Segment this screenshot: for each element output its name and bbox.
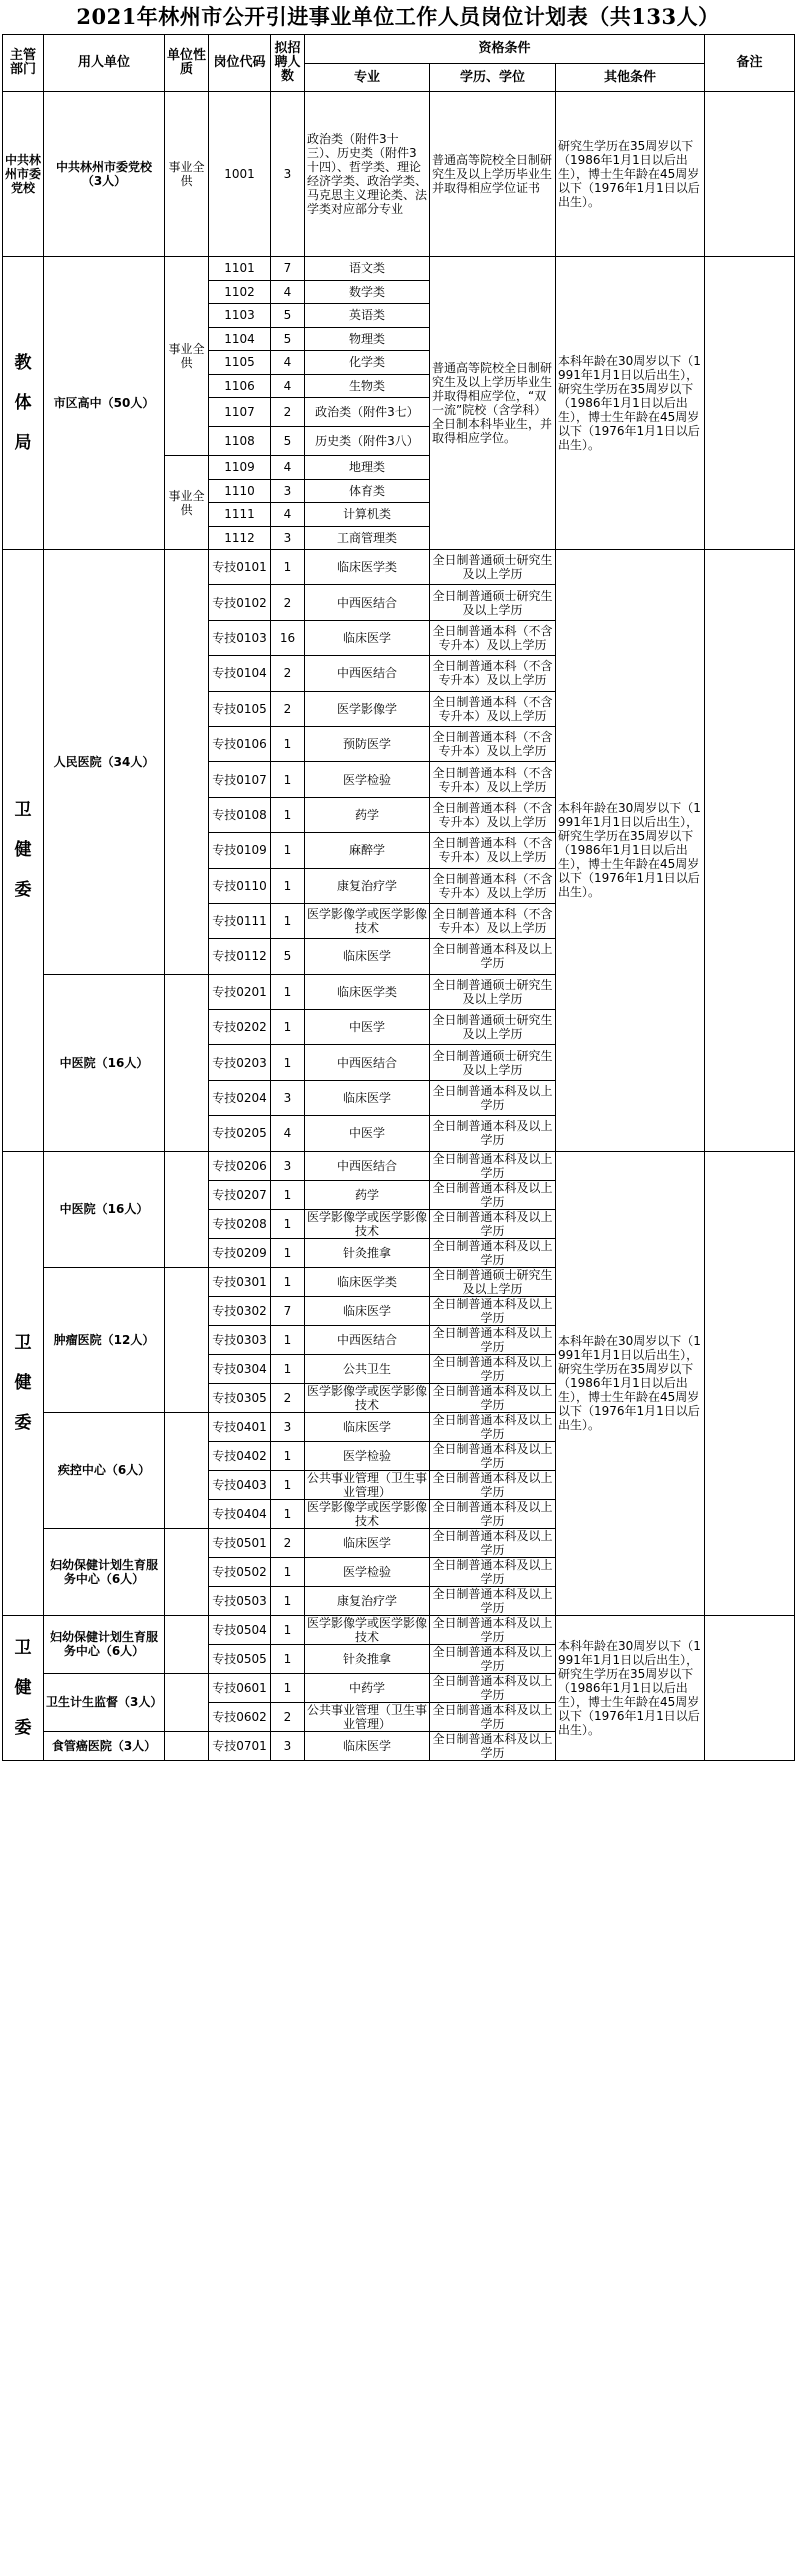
nature-cell: 事业全供 (165, 92, 209, 257)
major-cell: 临床医学类 (305, 1267, 430, 1296)
major-cell: 中西医结合 (305, 1325, 430, 1354)
education-cell: 全日制普通硕士研究生及以上学历 (430, 585, 556, 620)
code-cell: 专技0208 (209, 1209, 271, 1238)
code-cell: 专技0401 (209, 1412, 271, 1441)
count-cell: 1 (271, 550, 305, 585)
major-cell: 药学 (305, 797, 430, 832)
code-cell: 1110 (209, 479, 271, 503)
major-cell: 政治类（附件3七） (305, 398, 430, 427)
education-cell: 全日制普通本科及以上学历 (430, 1441, 556, 1470)
major-cell: 语文类 (305, 257, 430, 281)
count-cell: 2 (271, 691, 305, 726)
unit-cell: 中共林州市委党校（3人） (44, 92, 165, 257)
code-cell: 专技0104 (209, 656, 271, 691)
count-cell: 4 (271, 503, 305, 527)
nature-cell (165, 550, 209, 975)
code-cell: 专技0203 (209, 1045, 271, 1080)
major-cell: 医学检验 (305, 1557, 430, 1586)
code-cell: 专技0101 (209, 550, 271, 585)
header-dept: 主管部门 (3, 35, 44, 92)
major-cell: 化学类 (305, 351, 430, 375)
major-cell: 药学 (305, 1180, 430, 1209)
code-cell: 专技0110 (209, 868, 271, 903)
education-cell: 全日制普通本科及以上学历 (430, 1499, 556, 1528)
code-cell: 专技0701 (209, 1731, 271, 1760)
education-cell: 全日制普通硕士研究生及以上学历 (430, 1267, 556, 1296)
code-cell: 1108 (209, 427, 271, 456)
education-cell: 全日制普通本科及以上学历 (430, 1673, 556, 1702)
code-cell: 专技0501 (209, 1528, 271, 1557)
major-cell: 康复治疗学 (305, 1586, 430, 1615)
nature-cell (165, 1528, 209, 1615)
dept-cell (3, 257, 44, 550)
major-cell: 医学影像学或医学影像技术 (305, 1615, 430, 1644)
code-cell: 专技0403 (209, 1470, 271, 1499)
count-cell: 1 (271, 1615, 305, 1644)
count-cell: 1 (271, 1441, 305, 1470)
table-row (3, 257, 795, 281)
count-cell: 1 (271, 1238, 305, 1267)
education-cell: 全日制普通本科及以上学历 (430, 1731, 556, 1760)
major-cell: 临床医学 (305, 1412, 430, 1441)
code-cell: 专技0205 (209, 1116, 271, 1151)
education-cell: 全日制普通本科及以上学历 (430, 1644, 556, 1673)
position-table (2, 34, 795, 1761)
education-cell: 全日制普通本科（不含专升本）及以上学历 (430, 726, 556, 761)
code-cell: 专技0404 (209, 1499, 271, 1528)
code-cell: 1111 (209, 503, 271, 527)
education-cell: 全日制普通本科（不含专升本）及以上学历 (430, 762, 556, 797)
code-cell: 专技0207 (209, 1180, 271, 1209)
code-cell: 专技0206 (209, 1151, 271, 1180)
count-cell: 1 (271, 1267, 305, 1296)
code-cell: 专技0201 (209, 974, 271, 1009)
count-cell: 1 (271, 1644, 305, 1673)
unit-cell: 人民医院（34人） (44, 550, 165, 975)
education-cell: 全日制普通本科及以上学历 (430, 1151, 556, 1180)
count-cell: 16 (271, 620, 305, 655)
count-cell: 1 (271, 868, 305, 903)
major-cell: 工商管理类 (305, 526, 430, 550)
code-cell: 1106 (209, 374, 271, 398)
dept-label: 教体局 (14, 353, 32, 453)
count-cell: 1 (271, 1470, 305, 1499)
code-cell: 1107 (209, 398, 271, 427)
code-cell: 专技0502 (209, 1557, 271, 1586)
dept-label: 卫健委 (14, 1637, 32, 1738)
education-cell: 全日制普通本科及以上学历 (430, 1209, 556, 1238)
major-cell: 生物类 (305, 374, 430, 398)
header-education: 学历、学位 (430, 64, 556, 92)
count-cell: 1 (271, 797, 305, 832)
education-cell: 全日制普通本科及以上学历 (430, 1080, 556, 1115)
count-cell: 3 (271, 526, 305, 550)
code-cell: 专技0202 (209, 1010, 271, 1045)
header-unit: 用人单位 (44, 35, 165, 92)
count-cell: 2 (271, 398, 305, 427)
education-cell: 全日制普通硕士研究生及以上学历 (430, 974, 556, 1009)
count-cell: 5 (271, 427, 305, 456)
nature-cell (165, 1151, 209, 1267)
count-cell: 1 (271, 833, 305, 868)
education-cell: 全日制普通硕士研究生及以上学历 (430, 550, 556, 585)
count-cell: 7 (271, 257, 305, 281)
major-cell: 中西医结合 (305, 1151, 430, 1180)
major-cell: 数学类 (305, 280, 430, 304)
major-cell: 公共事业管理（卫生事业管理） (305, 1470, 430, 1499)
count-cell: 2 (271, 656, 305, 691)
header-count: 拟招聘人数 (271, 35, 305, 92)
header-qualification: 资格条件 (305, 35, 705, 64)
code-cell: 专技0108 (209, 797, 271, 832)
major-cell: 临床医学 (305, 1296, 430, 1325)
education-cell: 普通高等院校全日制研究生及以上学历毕业生并取得相应学位，“双一流”院校（含学科）全日制本科毕业生，并取得相应学位。 (430, 257, 556, 550)
count-cell: 7 (271, 1296, 305, 1325)
nature-cell (165, 1731, 209, 1760)
header-code: 岗位代码 (209, 35, 271, 92)
nature-cell (165, 1267, 209, 1412)
major-cell: 针灸推拿 (305, 1644, 430, 1673)
major-cell: 医学检验 (305, 762, 430, 797)
major-cell: 医学影像学 (305, 691, 430, 726)
header-remark: 备注 (705, 35, 795, 92)
code-cell: 专技0107 (209, 762, 271, 797)
education-cell: 全日制普通本科（不含专升本）及以上学历 (430, 691, 556, 726)
count-cell: 1 (271, 1586, 305, 1615)
count-cell: 1 (271, 903, 305, 938)
unit-cell: 食管癌医院（3人） (44, 1731, 165, 1760)
remark-cell (705, 550, 795, 1152)
count-cell: 1 (271, 1325, 305, 1354)
code-cell: 专技0109 (209, 833, 271, 868)
major-cell: 临床医学 (305, 620, 430, 655)
count-cell: 3 (271, 1080, 305, 1115)
education-cell: 全日制普通本科及以上学历 (430, 1296, 556, 1325)
code-cell: 专技0106 (209, 726, 271, 761)
count-cell: 1 (271, 974, 305, 1009)
header-major: 专业 (305, 64, 430, 92)
count-cell: 2 (271, 1528, 305, 1557)
count-cell: 1 (271, 1180, 305, 1209)
code-cell: 专技0305 (209, 1383, 271, 1412)
remark-cell (705, 1151, 795, 1615)
unit-cell: 中医院（16人） (44, 1151, 165, 1267)
count-cell: 1 (271, 1209, 305, 1238)
code-cell: 专技0111 (209, 903, 271, 938)
code-cell: 专技0505 (209, 1644, 271, 1673)
nature-cell (165, 1412, 209, 1528)
count-cell: 4 (271, 374, 305, 398)
unit-cell: 妇幼保健计划生育服务中心（6人） (44, 1615, 165, 1673)
dept-cell: 中共林州市委党校 (3, 92, 44, 257)
count-cell: 3 (271, 479, 305, 503)
code-cell: 专技0302 (209, 1296, 271, 1325)
major-cell: 临床医学类 (305, 974, 430, 1009)
code-cell: 专技0103 (209, 620, 271, 655)
major-cell: 康复治疗学 (305, 868, 430, 903)
count-cell: 1 (271, 1557, 305, 1586)
code-cell: 专技0303 (209, 1325, 271, 1354)
major-cell: 针灸推拿 (305, 1238, 430, 1267)
other-cell: 研究生学历在35周岁以下（1986年1月1日以后出生），博士生年龄在45周岁以下（1976年1月1日以后出生）。 (556, 92, 705, 257)
major-cell: 物理类 (305, 327, 430, 351)
education-cell: 全日制普通本科（不含专升本）及以上学历 (430, 656, 556, 691)
major-cell: 计算机类 (305, 503, 430, 527)
major-cell: 医学影像学或医学影像技术 (305, 1383, 430, 1412)
count-cell: 3 (271, 1151, 305, 1180)
page-title: 2021年林州市公开引进事业单位工作人员岗位计划表（共133人） (76, 4, 720, 29)
education-cell: 全日制普通本科（不含专升本）及以上学历 (430, 833, 556, 868)
major-cell: 中医学 (305, 1010, 430, 1045)
remark-cell (705, 92, 795, 257)
code-cell: 专技0602 (209, 1702, 271, 1731)
major-cell: 临床医学 (305, 1731, 430, 1760)
table-row (3, 550, 795, 585)
remark-cell (705, 257, 795, 550)
code-cell: 1112 (209, 526, 271, 550)
major-cell: 历史类（附件3八） (305, 427, 430, 456)
major-cell: 中西医结合 (305, 1045, 430, 1080)
count-cell: 1 (271, 1499, 305, 1528)
major-cell: 医学影像学或医学影像技术 (305, 903, 430, 938)
education-cell: 全日制普通本科及以上学历 (430, 939, 556, 974)
education-cell: 全日制普通本科（不含专升本）及以上学历 (430, 868, 556, 903)
education-cell: 全日制普通本科及以上学历 (430, 1557, 556, 1586)
major-cell: 医学影像学或医学影像技术 (305, 1499, 430, 1528)
count-cell: 3 (271, 92, 305, 257)
education-cell: 全日制普通本科及以上学历 (430, 1180, 556, 1209)
education-cell: 全日制普通本科及以上学历 (430, 1615, 556, 1644)
code-cell: 专技0601 (209, 1673, 271, 1702)
dept-label: 卫健委 (14, 800, 32, 901)
unit-cell: 疾控中心（6人） (44, 1412, 165, 1528)
unit-cell: 中医院（16人） (44, 974, 165, 1151)
other-cell: 本科年龄在30周岁以下（1991年1月1日以后出生），研究生学历在35周岁以下（1986年1月1日以后出生），博士生年龄在45周岁以下（1976年1月1日以后出生）。 (556, 1151, 705, 1615)
count-cell: 4 (271, 1116, 305, 1151)
code-cell: 专技0209 (209, 1238, 271, 1267)
major-cell: 中药学 (305, 1673, 430, 1702)
count-cell: 1 (271, 1673, 305, 1702)
education-cell: 全日制普通本科及以上学历 (430, 1325, 556, 1354)
table-row (3, 1615, 795, 1644)
major-cell: 临床医学 (305, 939, 430, 974)
major-cell: 预防医学 (305, 726, 430, 761)
count-cell: 2 (271, 585, 305, 620)
unit-cell: 妇幼保健计划生育服务中心（6人） (44, 1528, 165, 1615)
unit-cell: 卫生计生监督（3人） (44, 1673, 165, 1731)
unit-cell: 市区高中（50人） (44, 257, 165, 550)
dept-label: 卫健委 (14, 1333, 32, 1434)
major-cell: 中西医结合 (305, 656, 430, 691)
major-cell: 临床医学 (305, 1080, 430, 1115)
education-cell: 全日制普通本科及以上学历 (430, 1470, 556, 1499)
code-cell: 1105 (209, 351, 271, 375)
code-cell: 专技0105 (209, 691, 271, 726)
count-cell: 1 (271, 762, 305, 797)
education-cell: 全日制普通本科（不含专升本）及以上学历 (430, 620, 556, 655)
count-cell: 1 (271, 726, 305, 761)
count-cell: 2 (271, 1383, 305, 1412)
code-cell: 专技0503 (209, 1586, 271, 1615)
count-cell: 5 (271, 304, 305, 328)
other-cell: 本科年龄在30周岁以下（1991年1月1日以后出生），研究生学历在35周岁以下（1986年1月1日以后出生），博士生年龄在45周岁以下（1976年1月1日以后出生）。 (556, 550, 705, 1152)
code-cell: 专技0204 (209, 1080, 271, 1115)
dept-cell (3, 550, 44, 1152)
code-cell: 1104 (209, 327, 271, 351)
education-cell: 全日制普通本科及以上学历 (430, 1528, 556, 1557)
major-cell: 中医学 (305, 1116, 430, 1151)
major-cell: 医学检验 (305, 1441, 430, 1470)
count-cell: 4 (271, 280, 305, 304)
count-cell: 5 (271, 327, 305, 351)
other-cell: 本科年龄在30周岁以下（1991年1月1日以后出生），研究生学历在35周岁以下（1986年1月1日以后出生），博士生年龄在45周岁以下（1976年1月1日以后出生）。 (556, 1615, 705, 1760)
education-cell: 全日制普通本科及以上学历 (430, 1586, 556, 1615)
major-cell: 公共事业管理（卫生事业管理） (305, 1702, 430, 1731)
count-cell: 1 (271, 1045, 305, 1080)
education-cell: 全日制普通本科及以上学历 (430, 1354, 556, 1383)
education-cell: 全日制普通硕士研究生及以上学历 (430, 1010, 556, 1045)
education-cell: 全日制普通本科（不含专升本）及以上学历 (430, 797, 556, 832)
count-cell: 3 (271, 1731, 305, 1760)
remark-cell (705, 1615, 795, 1760)
major-cell: 政治类（附件3十三）、历史类（附件3十四）、哲学类、理论经济学类、政治学类、马克思主义理论类、法学类对应部分专业 (305, 92, 430, 257)
count-cell: 1 (271, 1010, 305, 1045)
code-cell: 专技0304 (209, 1354, 271, 1383)
code-cell: 1109 (209, 456, 271, 480)
code-cell: 1001 (209, 92, 271, 257)
code-cell: 专技0402 (209, 1441, 271, 1470)
header-nature: 单位性质 (165, 35, 209, 92)
nature-cell: 事业全供 (165, 257, 209, 456)
other-cell: 本科年龄在30周岁以下（1991年1月1日以后出生），研究生学历在35周岁以下（1986年1月1日以后出生），博士生年龄在45周岁以下（1976年1月1日以后出生）。 (556, 257, 705, 550)
nature-cell (165, 1673, 209, 1731)
education-cell: 全日制普通本科及以上学历 (430, 1238, 556, 1267)
education-cell: 全日制普通硕士研究生及以上学历 (430, 1045, 556, 1080)
unit-cell: 肿瘤医院（12人） (44, 1267, 165, 1412)
nature-cell (165, 974, 209, 1151)
count-cell: 1 (271, 1354, 305, 1383)
count-cell: 2 (271, 1702, 305, 1731)
major-cell: 麻醉学 (305, 833, 430, 868)
count-cell: 5 (271, 939, 305, 974)
dept-cell (3, 1151, 44, 1615)
header-other-conditions: 其他条件 (556, 64, 705, 92)
code-cell: 1102 (209, 280, 271, 304)
major-cell: 医学影像学或医学影像技术 (305, 1209, 430, 1238)
code-cell: 专技0301 (209, 1267, 271, 1296)
code-cell: 专技0102 (209, 585, 271, 620)
nature-cell: 事业全供 (165, 456, 209, 550)
code-cell: 1101 (209, 257, 271, 281)
count-cell: 3 (271, 1412, 305, 1441)
education-cell: 全日制普通本科及以上学历 (430, 1702, 556, 1731)
count-cell: 4 (271, 351, 305, 375)
major-cell: 临床医学类 (305, 550, 430, 585)
nature-cell (165, 1615, 209, 1673)
major-cell: 体育类 (305, 479, 430, 503)
count-cell: 4 (271, 456, 305, 480)
major-cell: 地理类 (305, 456, 430, 480)
dept-cell (3, 1615, 44, 1760)
major-cell: 公共卫生 (305, 1354, 430, 1383)
education-cell: 全日制普通本科及以上学历 (430, 1412, 556, 1441)
major-cell: 中西医结合 (305, 585, 430, 620)
education-cell: 全日制普通本科及以上学历 (430, 1383, 556, 1412)
code-cell: 1103 (209, 304, 271, 328)
major-cell: 临床医学 (305, 1528, 430, 1557)
code-cell: 专技0504 (209, 1615, 271, 1644)
education-cell: 全日制普通本科（不含专升本）及以上学历 (430, 903, 556, 938)
table-row (3, 1151, 795, 1180)
code-cell: 专技0112 (209, 939, 271, 974)
education-cell: 普通高等院校全日制研究生及以上学历毕业生并取得相应学位证书 (430, 92, 556, 257)
major-cell: 英语类 (305, 304, 430, 328)
education-cell: 全日制普通本科及以上学历 (430, 1116, 556, 1151)
